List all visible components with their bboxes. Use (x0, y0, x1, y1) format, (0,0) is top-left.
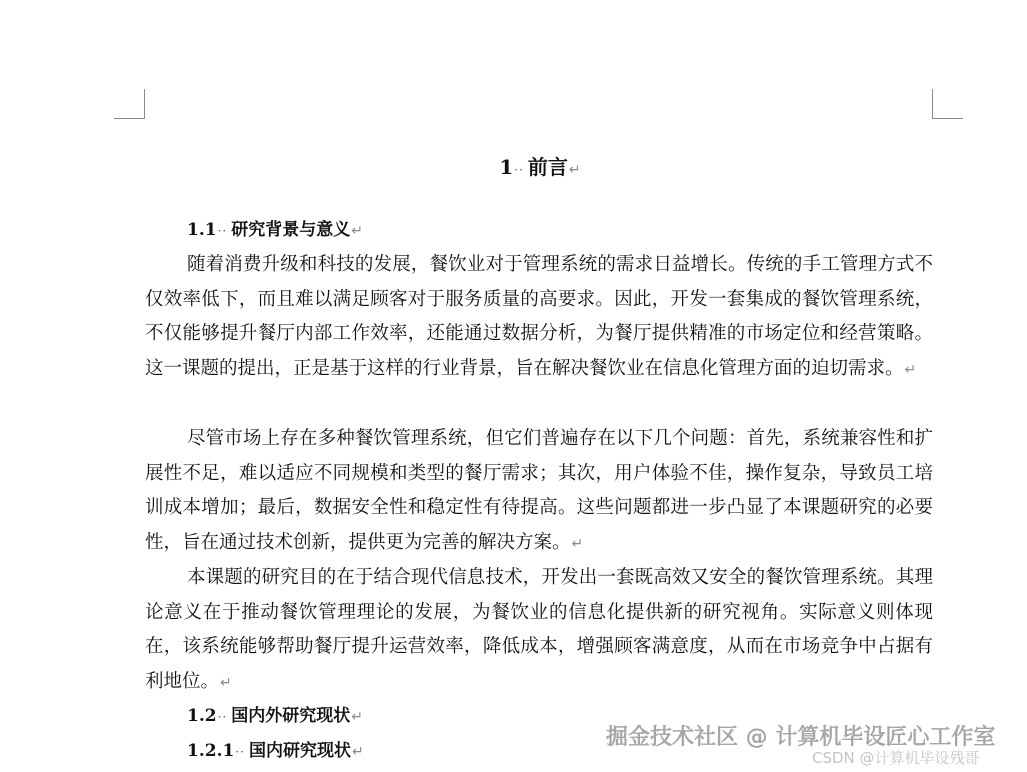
section-number: 1.2 (187, 706, 217, 726)
body-paragraph-3 (145, 561, 933, 701)
section-title: 国内外研究现状 (231, 706, 351, 726)
body-paragraph-2 (145, 422, 933, 562)
paragraph-text: 尽管市场上存在多种餐饮管理系统，但它们普遍存在以下几个问题：首先，系统兼容性和扩展性不足，难以适应不同规模和类型的餐厅需求；其次，用户体验不佳，操作复杂，导致员工培训成本增加；最后，数据安全性和稳定性有待提高。这些问题都进一步凸显了本课题研究的必要性，旨在通过技术创新，提供更为完善的解决方案。 (145, 428, 933, 554)
page-corner-mark-right (932, 89, 963, 119)
chapter-title: 前言 (527, 155, 568, 179)
watermark-csdn: CSDN @计算机毕设残哥 (812, 749, 980, 767)
tab-marker: ·· (514, 163, 524, 177)
paragraph-mark-icon: ↵ (568, 162, 581, 178)
section-heading-1-2 (187, 701, 363, 732)
section-number: 1.2.1 (187, 741, 235, 761)
chapter-number: 1 (499, 155, 514, 179)
page-corner-mark-left (114, 89, 145, 119)
tab-marker: ·· (217, 224, 228, 238)
paragraph-mark-icon: ↵ (220, 675, 232, 692)
section-title: 研究背景与意义 (231, 220, 351, 240)
chapter-heading (0, 152, 1027, 185)
watermark-juejin: 掘金技术社区 @ 计算机毕设匠心工作室 (606, 725, 996, 750)
paragraph-mark-icon: ↵ (351, 223, 363, 239)
section-title: 国内研究现状 (248, 741, 351, 761)
paragraph-mark-icon: ↵ (351, 744, 364, 760)
tab-marker: ·· (235, 745, 245, 759)
paragraph-mark-icon: ↵ (904, 362, 917, 379)
section-heading-1-2-1 (187, 736, 364, 767)
section-heading-1-1 (187, 215, 363, 246)
paragraph-text: 本课题的研究目的在于结合现代信息技术，开发出一套既高效又安全的餐饮管理系统。其理论意义在于推动餐饮管理理论的发展，为餐饮业的信息化提供新的研究视角。实际意义则体现在，该系统能够帮助餐厅提升运营效率，降低成本，增强顾客满意度，从而在市场竞争中占据有利地位。 (145, 567, 933, 693)
tab-marker: ·· (217, 710, 228, 724)
paragraph-mark-icon: ↵ (571, 536, 584, 553)
body-paragraph-1 (145, 248, 933, 388)
paragraph-mark-icon: ↵ (351, 709, 363, 725)
section-number: 1.1 (187, 220, 217, 240)
paragraph-text: 随着消费升级和科技的发展，餐饮业对于管理系统的需求日益增长。传统的手工管理方式不仅效率低下，而且难以满足顾客对于服务质量的高要求。因此，开发一套集成的餐饮管理系统，不仅能够提升餐厅内部工作效率，还能通过数据分析，为餐厅提供精准的市场定位和经营策略。这一课题的提出，正是基于这样的行业背景，旨在解决餐饮业在信息化管理方面的迫切需求。 (145, 254, 933, 380)
